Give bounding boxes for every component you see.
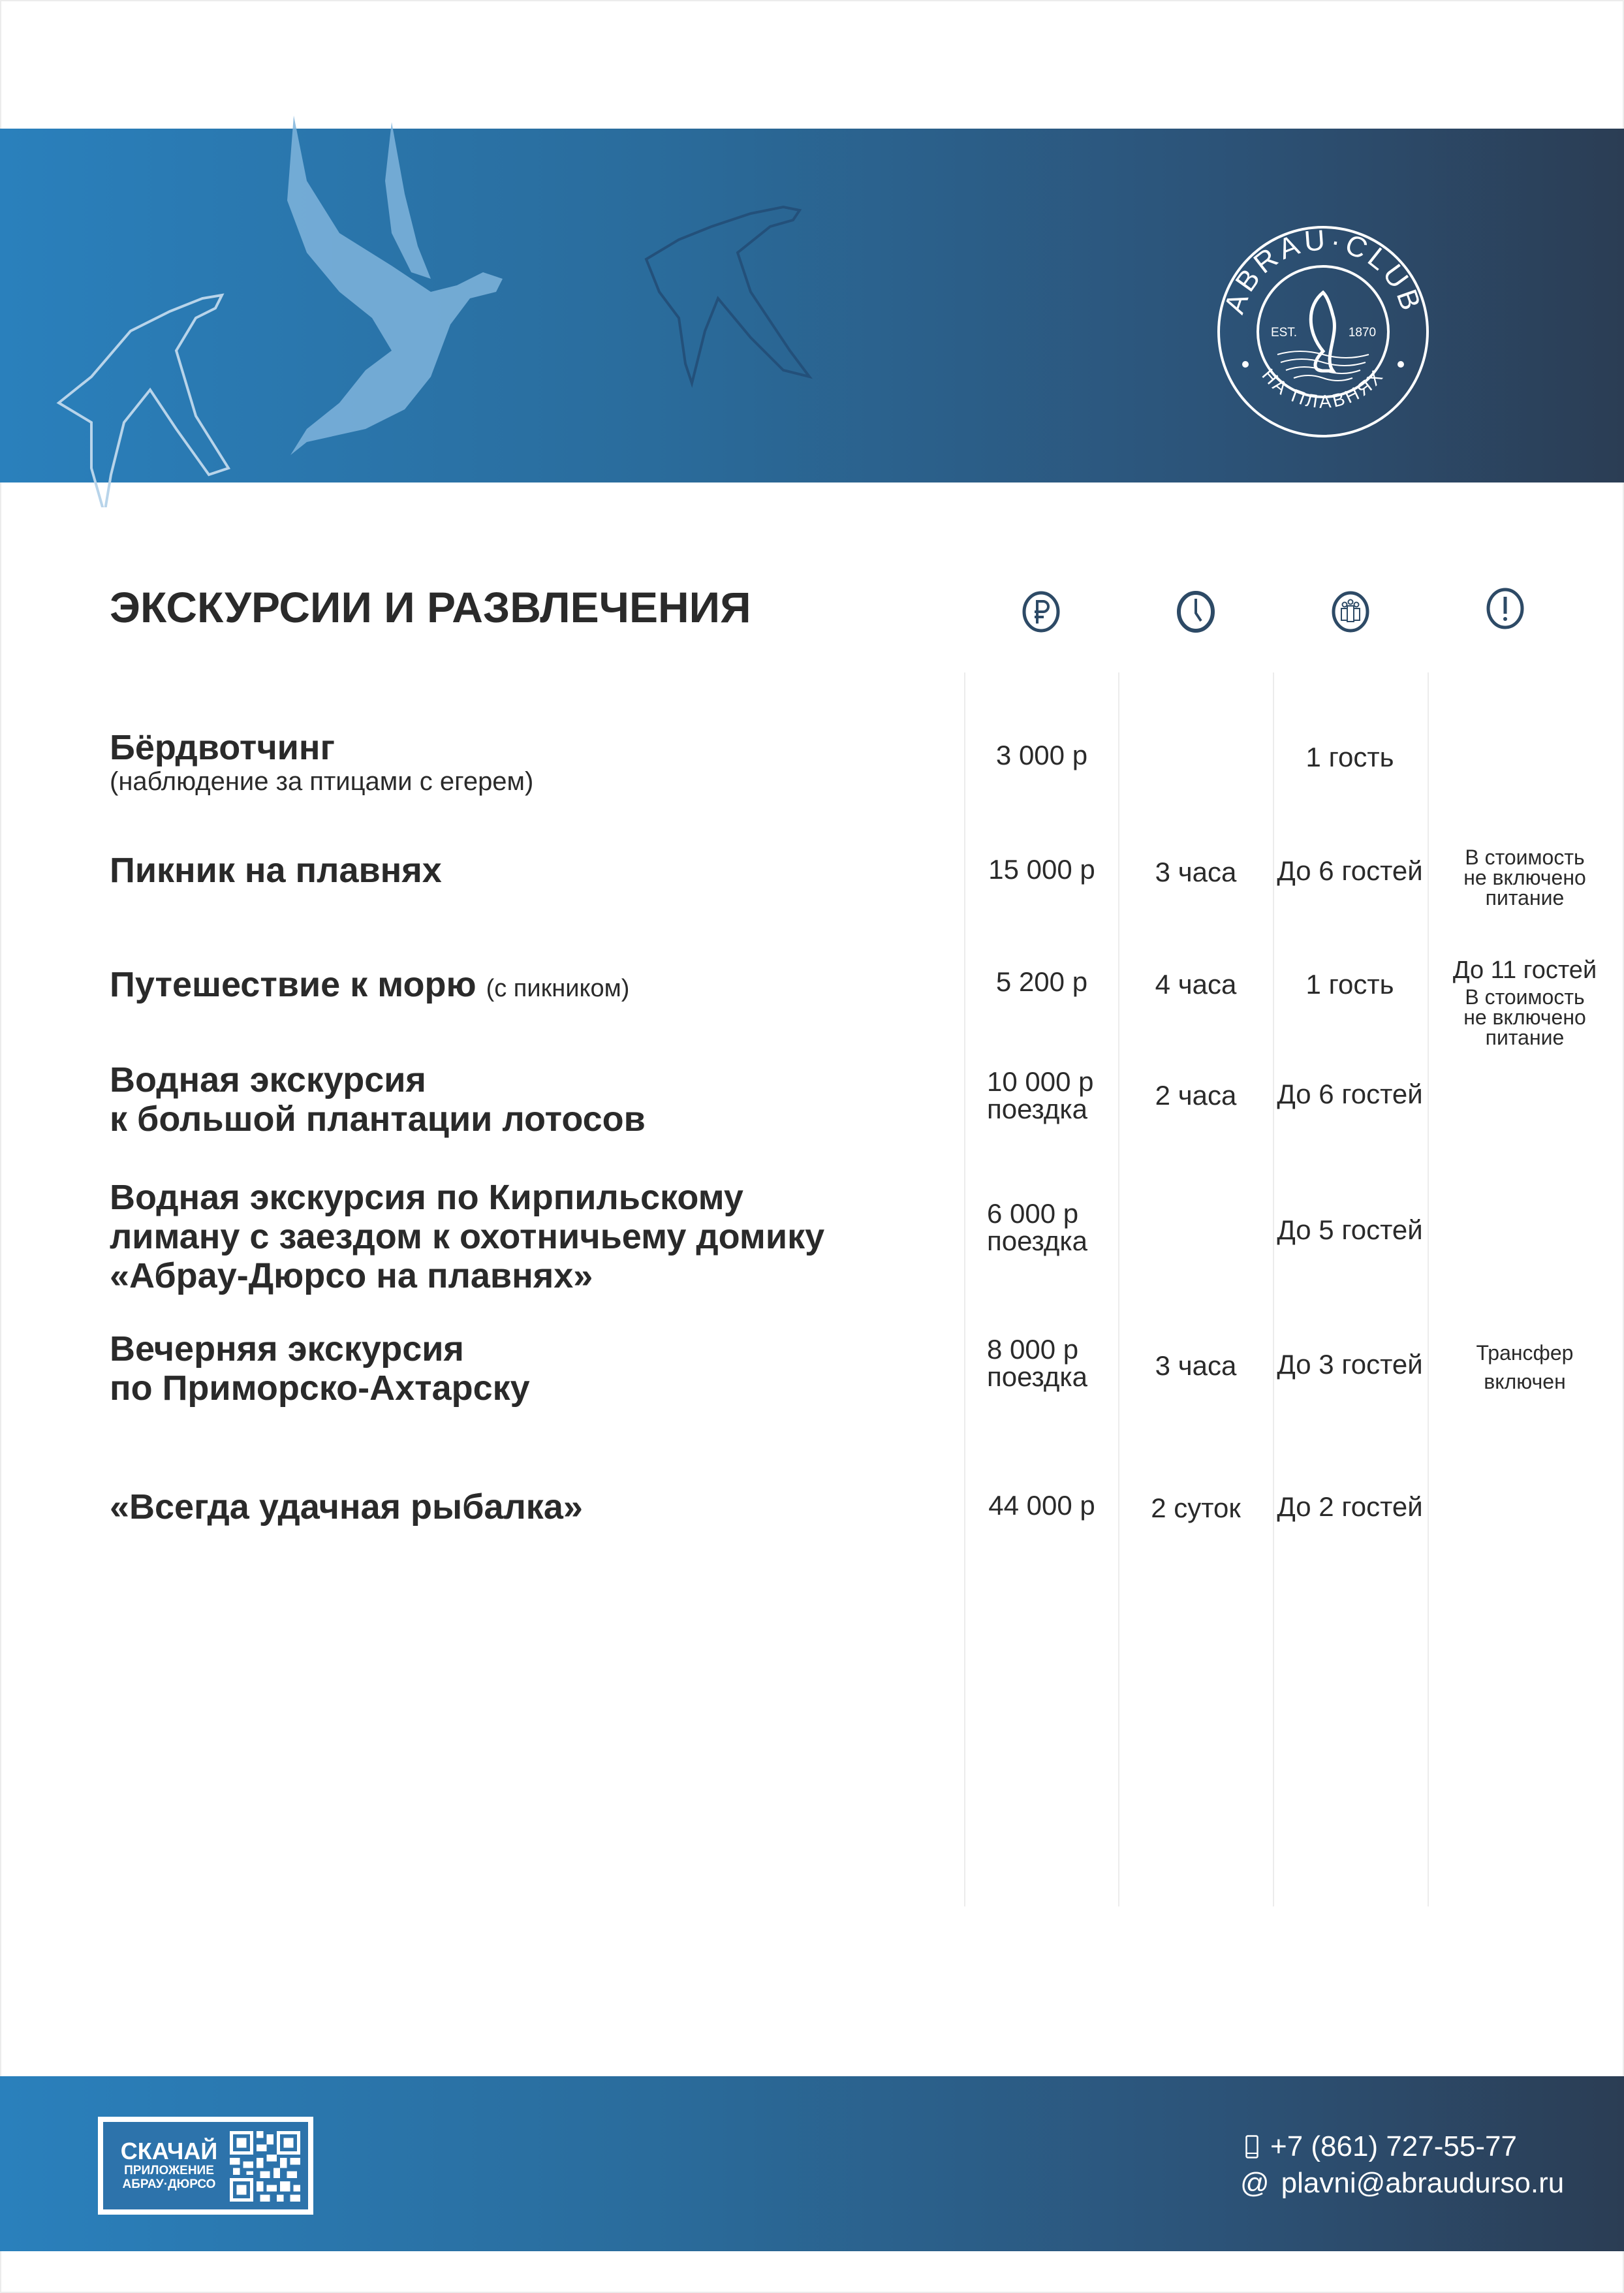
price-cell bbox=[965, 1200, 1119, 1255]
table-row bbox=[110, 965, 629, 1008]
app-line-3: АБРАУ·ДЮРСО bbox=[122, 2177, 216, 2191]
header-banner bbox=[0, 129, 1624, 482]
note-line: Трансфер bbox=[1476, 1341, 1574, 1365]
app-line-2: ПРИЛОЖЕНИЕ bbox=[124, 2164, 214, 2177]
duration-cell: 4 часа bbox=[1155, 969, 1237, 1000]
item-name: «Абрау-Дюрсо на плавнях» bbox=[110, 1256, 593, 1295]
qr-code-icon[interactable] bbox=[230, 2131, 300, 2202]
duck-left-icon bbox=[59, 295, 228, 507]
item-name: Водная экскурсия bbox=[110, 1060, 426, 1099]
item-subtitle: (наблюдение за птицами с егерем) bbox=[110, 767, 534, 796]
guests-cell: До 3 гостей bbox=[1277, 1349, 1423, 1380]
note-line: не включено bbox=[1463, 1005, 1586, 1029]
price-value: 8 000 р bbox=[987, 1334, 1079, 1365]
email-at-icon: @ bbox=[1240, 2167, 1270, 2199]
app-line-1: СКАЧАЙ bbox=[120, 2138, 218, 2164]
logo-bottom-text: НА ПЛАВНЯХ bbox=[1258, 364, 1388, 412]
note-cell bbox=[1428, 1338, 1621, 1396]
clock-icon bbox=[1176, 591, 1215, 633]
item-name: по Приморско-Ахтарску bbox=[110, 1368, 530, 1408]
price-cell: 15 000 р bbox=[988, 854, 1095, 885]
table-row bbox=[110, 1060, 646, 1139]
duck-right-icon bbox=[646, 207, 809, 383]
item-name: Водная экскурсия по Кирпильскому bbox=[110, 1178, 743, 1217]
duration-cell: 2 часа bbox=[1155, 1080, 1237, 1111]
logo-est: EST. bbox=[1270, 326, 1298, 340]
guests-cell: До 2 гостей bbox=[1277, 1491, 1423, 1522]
note-guests: До 11 гостей bbox=[1452, 957, 1597, 984]
guests-cell: 1 гость bbox=[1305, 742, 1394, 772]
item-name: Бёрдвотчинг bbox=[110, 728, 335, 767]
exclamation-icon bbox=[1486, 588, 1525, 629]
logo-year: 1870 bbox=[1348, 326, 1377, 340]
phone-row bbox=[1245, 2128, 1564, 2165]
note-cell bbox=[1428, 987, 1621, 1048]
note-line: В стоимость bbox=[1465, 846, 1585, 869]
table-row bbox=[110, 1329, 530, 1408]
duck-large-icon bbox=[287, 116, 503, 455]
note-line: В стоимость bbox=[1465, 985, 1585, 1009]
item-name: «Всегда удачная рыбалка» bbox=[110, 1487, 583, 1526]
svg-text:ABRAU·CLUB bbox=[1218, 224, 1428, 318]
price-cell: 3 000 р bbox=[995, 740, 1088, 770]
guests-cell: До 6 гостей bbox=[1277, 1079, 1423, 1109]
price-unit: поездка bbox=[987, 1226, 1088, 1256]
price-cell: 44 000 р bbox=[988, 1490, 1095, 1521]
table-row bbox=[110, 1178, 824, 1295]
fish-icon bbox=[1311, 293, 1334, 371]
table-row bbox=[110, 851, 442, 890]
table-row bbox=[110, 1487, 583, 1526]
ruble-icon bbox=[1022, 591, 1061, 633]
price-cell: 5 200 р bbox=[995, 966, 1088, 997]
email-address[interactable]: plavni@abraudurso.ru bbox=[1281, 2167, 1565, 2199]
contacts bbox=[1240, 2128, 1565, 2202]
duration-cell: 3 часа bbox=[1155, 857, 1237, 887]
guests-cell: 1 гость bbox=[1305, 969, 1394, 1000]
table-row bbox=[110, 728, 533, 796]
phone-number[interactable]: +7 (861) 727-55-77 bbox=[1270, 2130, 1517, 2162]
page-title: ЭКСКУРСИИ И РАЗВЛЕЧЕНИЯ bbox=[110, 583, 751, 631]
item-note: (с пикником) bbox=[486, 975, 630, 1002]
flying-ducks-illustration bbox=[0, 103, 849, 507]
item-name: лиману с заездом к охотничьему домику bbox=[110, 1217, 825, 1256]
item-name: Путешествие к морю bbox=[110, 965, 476, 1004]
note-line: питание bbox=[1485, 886, 1565, 909]
item-name: Пикник на плавнях bbox=[110, 851, 442, 890]
price-value: 10 000 р bbox=[987, 1066, 1094, 1097]
note-line: питание bbox=[1485, 1026, 1565, 1049]
note-cell bbox=[1428, 847, 1621, 908]
item-name: к большой плантации лотосов bbox=[110, 1099, 646, 1139]
note-line: включен bbox=[1484, 1370, 1566, 1393]
download-app-text bbox=[114, 2139, 225, 2191]
price-unit: поездка bbox=[987, 1361, 1088, 1392]
price-unit: поездка bbox=[987, 1094, 1088, 1124]
download-app-qr-box[interactable] bbox=[98, 2117, 313, 2215]
price-value: 6 000 р bbox=[987, 1198, 1079, 1229]
item-name: Вечерняя экскурсия bbox=[110, 1329, 464, 1368]
duration-cell: 2 суток bbox=[1151, 1493, 1241, 1523]
footer-banner bbox=[0, 2076, 1624, 2251]
guests-cell: До 5 гостей bbox=[1277, 1214, 1423, 1245]
price-cell bbox=[965, 1336, 1119, 1391]
guests-cell: До 6 гостей bbox=[1277, 855, 1423, 886]
group-icon bbox=[1331, 591, 1370, 633]
email-row bbox=[1240, 2165, 1564, 2202]
price-cell bbox=[965, 1068, 1119, 1123]
abrau-club-logo bbox=[1215, 224, 1431, 439]
logo-ring-text: ABRAU·CLUB bbox=[1218, 224, 1428, 318]
duration-cell: 3 часа bbox=[1155, 1350, 1237, 1381]
note-line: не включено bbox=[1463, 866, 1586, 889]
phone-icon bbox=[1245, 2135, 1258, 2159]
